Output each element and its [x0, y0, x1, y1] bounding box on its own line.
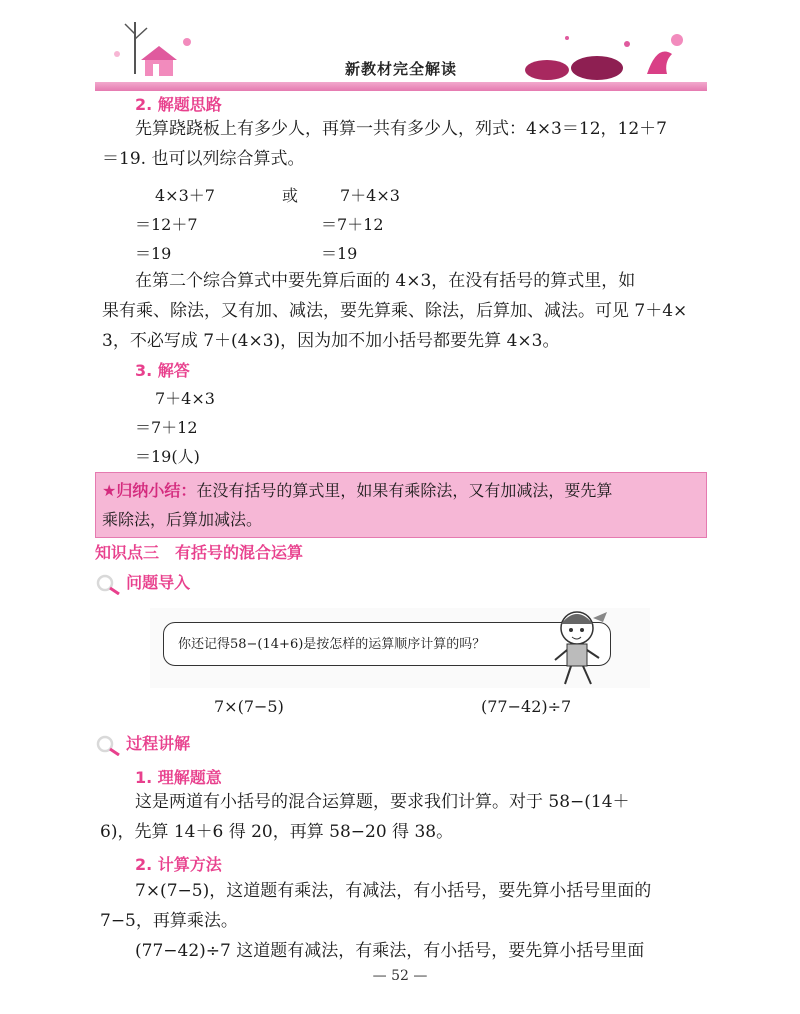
or-word: 或: [282, 186, 299, 205]
paragraph-line: 3，不必写成 7＋(4×3)，因为加不加小括号都要先算 4×3。: [102, 331, 560, 351]
calc-line: 4×3＋7: [155, 186, 215, 205]
summary-label: ★归纳小结：: [102, 481, 197, 500]
calc-line: ＝7＋12: [321, 215, 384, 234]
summary-text: 乘除法，后算加减法。: [102, 510, 263, 529]
page-header: [95, 14, 707, 92]
paragraph-line: 7−5，再算乘法。: [100, 911, 238, 931]
expression: (77−42)÷7: [481, 697, 572, 716]
answer-line: ＝19(人): [135, 447, 200, 466]
paragraph-line: 6)，先算 14＋6 得 20，再算 58−20 得 38。: [100, 822, 454, 842]
knowledge-point-title: 知识点三 有括号的混合运算: [95, 543, 304, 562]
answer-line: ＝7＋12: [135, 418, 198, 437]
process-heading-row: [95, 731, 190, 756]
speech-bubble-text: 你还记得58−(14+6)是按怎样的运算顺序计算的吗？: [178, 637, 486, 652]
summary-box: [95, 472, 707, 538]
intro-heading: 问题导入: [126, 573, 191, 592]
girl-illustration: [535, 606, 625, 690]
paragraph-line: ＝19. 也可以列综合算式。: [102, 149, 305, 169]
paragraph-line: 在第二个综合算式中要先算后面的 4×3，在没有括号的算式里，如: [135, 271, 636, 291]
calc-line: ＝12＋7: [135, 215, 198, 234]
section-heading: 3. 解答: [135, 361, 190, 380]
calc-line: ＝19: [321, 244, 358, 263]
intro-heading-row: [95, 570, 190, 595]
calc-line: 7＋4×3: [340, 186, 400, 205]
header-bar: [95, 82, 707, 91]
paragraph-line: 先算跷跷板上有多少人，再算一共有多少人，列式：4×3＝12，12＋7: [135, 119, 667, 139]
section-heading: 2. 计算方法: [135, 855, 222, 874]
paragraph-line: 果有乘、除法，又有加、减法，要先算乘、除法，后算加、减法。可见 7＋4×: [102, 301, 688, 321]
expression: 7×(7−5): [214, 697, 284, 716]
header-title: 新教材完全解读: [344, 60, 457, 78]
paragraph-line: 7×(7−5)，这道题有乘法，有减法，有小括号，要先算小括号里面的: [135, 881, 652, 901]
paragraph-line: 这是两道有小括号的混合运算题，要求我们计算。对于 58−(14＋: [135, 792, 630, 812]
section-heading: 2. 解题思路: [135, 95, 222, 114]
section-heading: 1. 理解题意: [135, 768, 222, 787]
magnifier-icon: [95, 734, 121, 756]
answer-line: 7＋4×3: [155, 389, 215, 408]
summary-text: 在没有括号的算式里，如果有乘除法，又有加减法，要先算: [196, 481, 613, 500]
page-number: — 52 —: [372, 968, 428, 984]
magnifier-icon: [95, 573, 121, 595]
paragraph-line: (77−42)÷7 这道题有减法，有乘法，有小括号，要先算小括号里面: [135, 941, 645, 961]
calc-line: ＝19: [135, 244, 172, 263]
process-heading: 过程讲解: [126, 734, 191, 753]
